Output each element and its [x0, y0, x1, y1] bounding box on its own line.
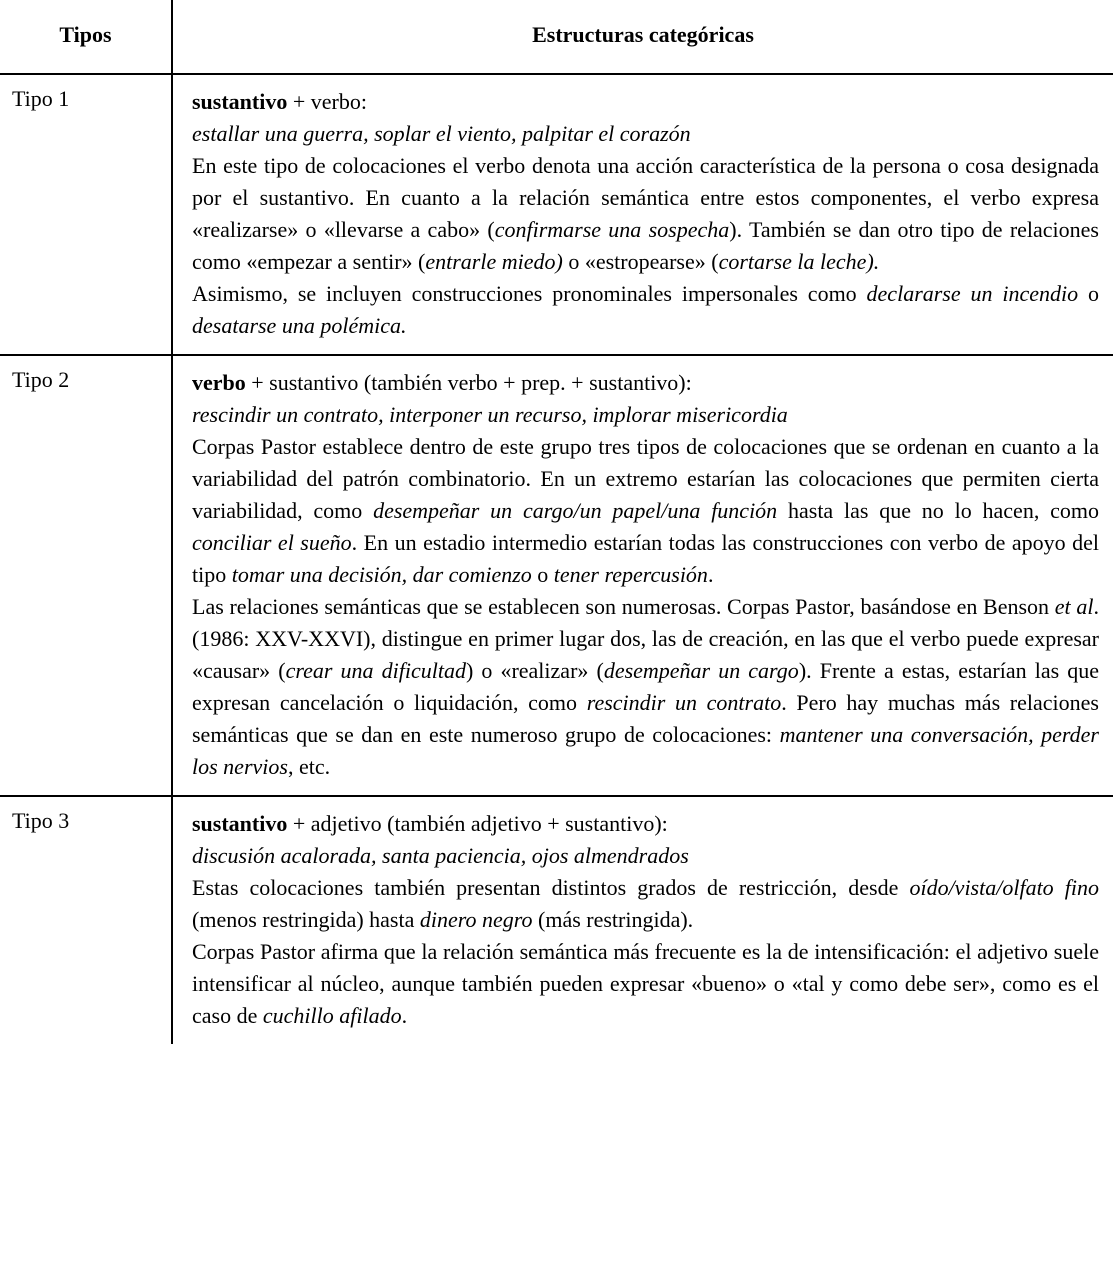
italic-fragment: cuchillo afilado — [262, 1003, 402, 1028]
text-fragment: . (1986: XXV-XXVI), distingue en primer lugar dos, las de creación, en las que el verbo puede expresar «causar» ( — [192, 594, 1099, 683]
text-fragment: Estas colocaciones también presentan distintos grados de restricción, desde — [192, 875, 910, 900]
row-content-tipo-3 — [172, 796, 1113, 1044]
lead-rest-tipo-1: + verbo: — [287, 89, 367, 114]
text-fragment: En este tipo de colocaciones el verbo denota una acción característica de la persona o cosa designada por el sustantivo. En cuanto a la relación semántica entre estos componentes, el verbo expresa «realizarse» o «llevarse a cabo» ( — [192, 153, 1099, 242]
italic-fragment: confirmarse una sospecha — [494, 217, 730, 242]
row-content-tipo-1 — [172, 74, 1113, 355]
italic-fragment: entrarle miedo) — [425, 249, 563, 274]
lead-line-tipo-3 — [192, 808, 1099, 840]
italic-fragment: tener repercusión — [553, 562, 708, 587]
italic-fragment: declararse un incendio — [866, 281, 1079, 306]
row-content-tipo-2 — [172, 355, 1113, 796]
text-fragment: Las relaciones semánticas que se establecen son numerosas. Corpas Pastor, basándose en Benson — [192, 594, 1055, 619]
lead-line-tipo-2 — [192, 367, 1099, 399]
lead-rest-tipo-2: + sustantivo (también verbo + prep. + sustantivo): — [245, 370, 692, 395]
text-fragment: . Pero hay muchas más relaciones semánticas que se dan en este numeroso grupo de colocaciones: — [192, 690, 1099, 747]
row-label-tipo-1: Tipo 1 — [0, 74, 172, 355]
lead-bold-tipo-1: sustantivo — [192, 89, 288, 114]
text-fragment: , etc. — [287, 754, 331, 779]
column-header-estructuras: Estructuras categóricas — [172, 0, 1113, 74]
italic-fragment: desempeñar un cargo/un papel/una función — [373, 498, 778, 523]
text-fragment: ). También se dan otro tipo de relaciones como «empezar a sentir» ( — [192, 217, 1099, 274]
table-body — [0, 74, 1113, 1044]
lead-bold-tipo-3: sustantivo — [192, 811, 288, 836]
table-row — [0, 796, 1113, 1044]
example-line-tipo-3: discusión acalorada, santa paciencia, ojos almendrados — [192, 843, 689, 868]
text-fragment: ) o «realizar» ( — [465, 658, 604, 683]
italic-fragment: rescindir un contrato — [586, 690, 782, 715]
text-fragment: . En un estadio intermedio estarían todas las construcciones con verbo de apoyo del tipo — [192, 530, 1099, 587]
italic-fragment: et al — [1054, 594, 1094, 619]
text-fragment: Corpas Pastor establece dentro de este grupo tres tipos de colocaciones que se ordenan en cuanto a la variabilidad del patrón combinatorio. En un extremo estarían las colocaciones que permiten cierta variabilidad, como — [192, 434, 1099, 523]
text-fragment: (más restringida). — [532, 907, 694, 932]
example-line-tipo-1: estallar una guerra, soplar el viento, palpitar el corazón — [192, 121, 691, 146]
paragraph-tipo-2-2 — [192, 591, 1099, 783]
text-fragment: ). Frente a estas, estarían las que expresan cancelación o liquidación, como — [192, 658, 1100, 715]
text-fragment: (menos restringida) hasta — [192, 907, 420, 932]
table-row — [0, 355, 1113, 796]
table-header-row — [0, 0, 1113, 74]
row-label-tipo-3: Tipo 3 — [0, 796, 172, 1044]
text-fragment: o «estropearse» ( — [562, 249, 719, 274]
text-fragment: . — [401, 1003, 408, 1028]
italic-fragment: desatarse una polémica. — [192, 313, 407, 338]
column-header-tipos: Tipos — [0, 0, 172, 74]
lead-rest-tipo-3: + adjetivo (también adjetivo + sustantivo): — [287, 811, 668, 836]
text-fragment: hasta las que no lo hacen, como — [777, 498, 1099, 523]
paragraph-tipo-1-2 — [192, 278, 1099, 342]
text-fragment: . — [707, 562, 714, 587]
italic-fragment: mantener una conversación, perder los nervios — [192, 722, 1099, 779]
table-row — [0, 74, 1113, 355]
italic-fragment: conciliar el sueño — [192, 530, 352, 555]
italic-fragment: dinero negro — [419, 907, 533, 932]
example-line-tipo-2: rescindir un contrato, interponer un recurso, implorar misericordia — [192, 402, 788, 427]
text-fragment: Asimismo, se incluyen construcciones pronominales impersonales como — [192, 281, 867, 306]
italic-fragment: oído/vista/olfato fino — [909, 875, 1099, 900]
text-fragment: Corpas Pastor afirma que la relación semántica más frecuente es la de intensificación: el adjetivo suele intensificar al núcleo, aunque también pueden expresar «bueno» o «tal y como debe ser», como es el caso de — [192, 939, 1099, 1028]
paragraph-tipo-1-1 — [192, 150, 1099, 278]
italic-fragment: tomar una decisión, dar comienzo — [231, 562, 532, 587]
lead-line-tipo-1 — [192, 86, 1099, 118]
text-fragment: o — [1078, 281, 1099, 306]
italic-fragment: desempeñar un cargo — [603, 658, 799, 683]
paragraph-tipo-3-2 — [192, 936, 1099, 1032]
paragraph-tipo-2-1 — [192, 431, 1099, 591]
text-fragment: o — [531, 562, 554, 587]
italic-fragment: crear una dificultad — [285, 658, 466, 683]
table-header — [0, 0, 1113, 74]
italic-fragment: cortarse la leche). — [718, 249, 880, 274]
paragraph-tipo-3-1 — [192, 872, 1099, 936]
row-label-tipo-2: Tipo 2 — [0, 355, 172, 796]
lead-bold-tipo-2: verbo — [192, 370, 246, 395]
